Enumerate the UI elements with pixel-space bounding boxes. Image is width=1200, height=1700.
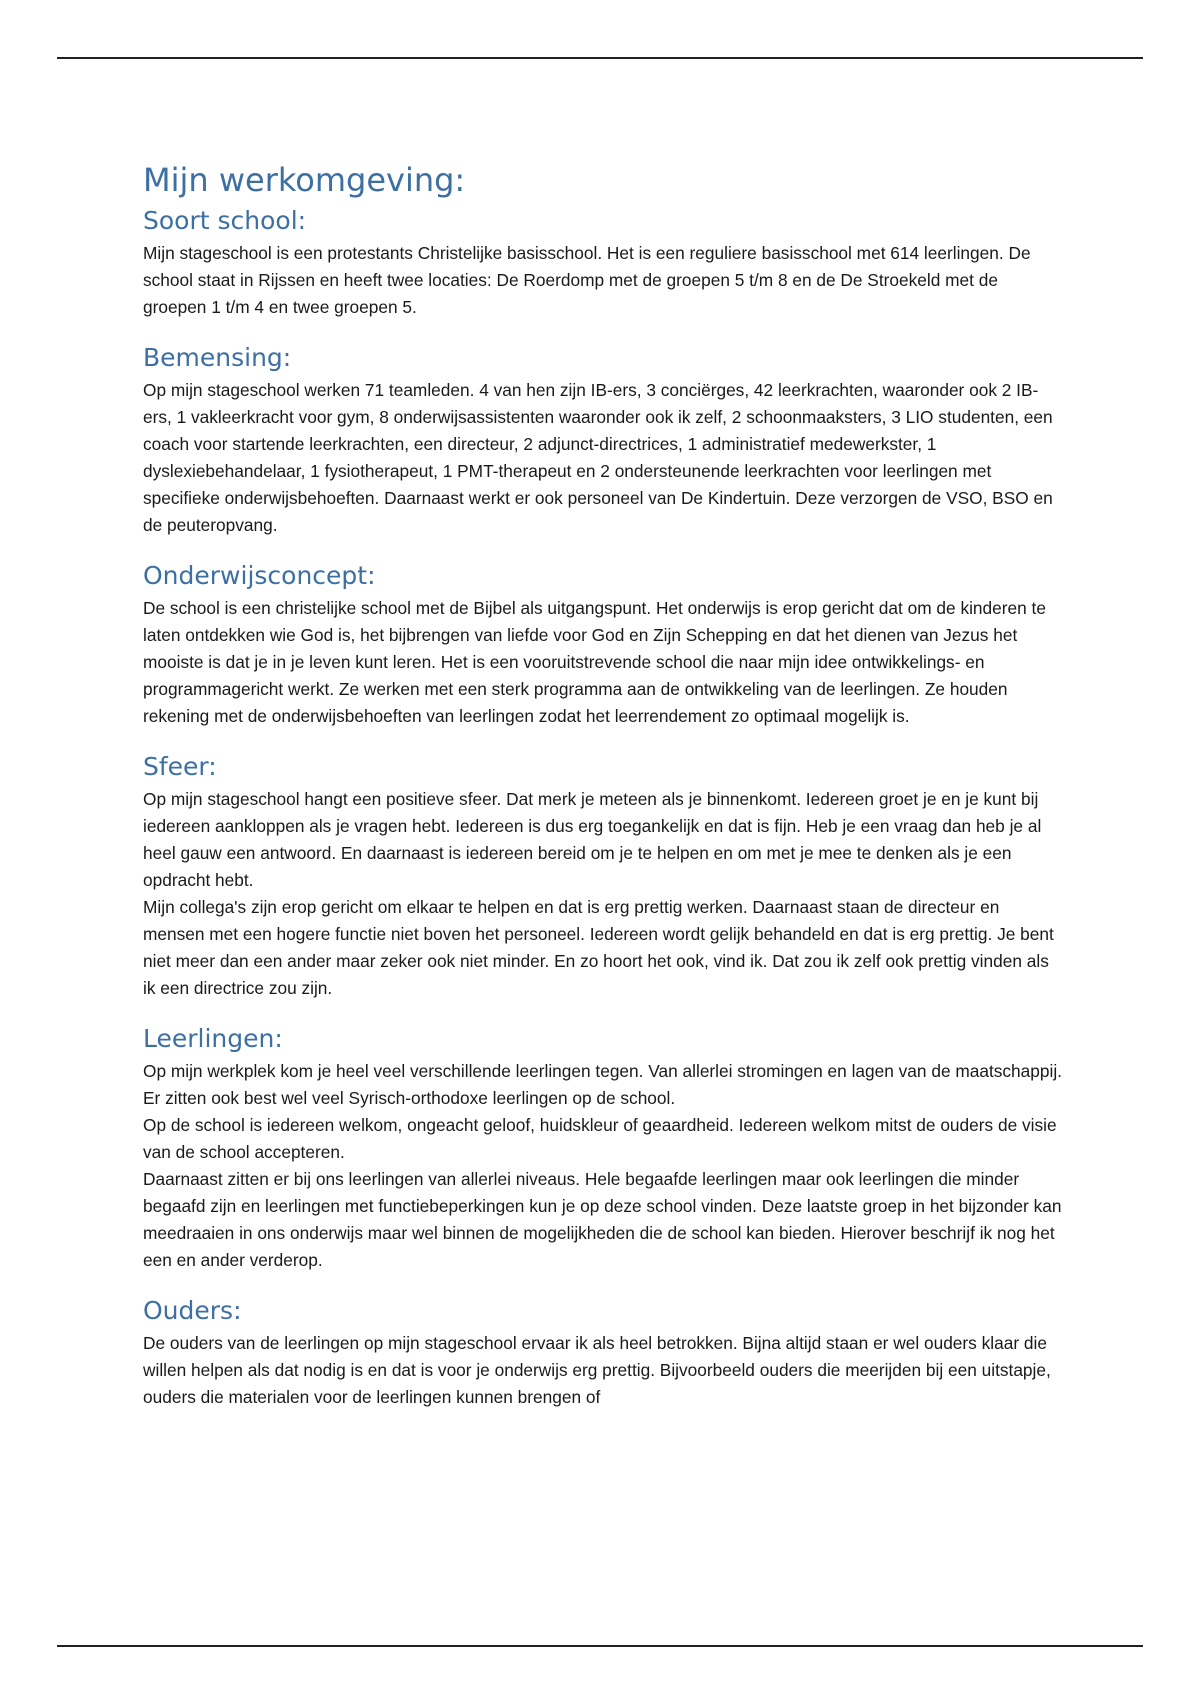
section-bemensing — [143, 343, 1063, 539]
section-paragraph: Op mijn stageschool hangt een positieve sfeer. Dat merk je meteen als je binnenkomt. Iedereen groet je en je kunt bij iedereen aankloppen als je vragen hebt. Iedereen is dus erg toegankelijk en dat is fijn. Heb je een vraag dan heb je al heel gauw een antwoord. En daarnaast is iedereen bereid om je te helpen en om met je mee te denken als je een opdracht hebt. — [143, 789, 1042, 890]
section-paragraph: De ouders van de leerlingen op mijn stageschool ervaar ik als heel betrokken. Bijna altijd staan er wel ouders klaar die willen helpen als dat nodig is en dat is voor je onderwijs erg prettig. Bijvoorbeeld ouders die meerijden bij een uitstapje, ouders die materialen voor de leerlingen kunnen brengen of — [143, 1333, 1051, 1407]
document-body — [143, 160, 1063, 1433]
section-paragraph: Op mijn werkplek kom je heel veel verschillende leerlingen tegen. Van allerlei stromingen en lagen van de maatschappij. Er zitten ook best wel veel Syrisch-orthodoxe leerlingen op de school. — [143, 1061, 1062, 1108]
section-soort-school — [143, 206, 1063, 321]
header-rule — [57, 57, 1143, 59]
section-paragraph: Daarnaast zitten er bij ons leerlingen van allerlei niveaus. Hele begaafde leerlingen maar ook leerlingen die minder begaafd zijn en leerlingen met functiebeperkingen kun je op deze school vinden. Deze laatste groep in het bijzonder kan meedraaien in ons onderwijs maar wel binnen de mogelijkheden die de school kan bieden. Hierover beschrijf ik nog het een en ander verderop. — [143, 1169, 1062, 1270]
section-paragraph: Mijn stageschool is een protestants Christelijke basisschool. Het is een reguliere basisschool met 614 leerlingen. De school staat in Rijssen en heeft twee locaties: De Roerdomp met de groepen 5 t/m 8 en de De Stroekeld met de groepen 1 t/m 4 en twee groepen 5. — [143, 243, 1031, 317]
section-ouders — [143, 1296, 1063, 1411]
section-paragraph: Op de school is iedereen welkom, ongeacht geloof, huidskleur of geaardheid. Iedereen welkom mitst de ouders de visie van de school accepteren. — [143, 1115, 1057, 1162]
section-paragraph: De school is een christelijke school met de Bijbel als uitgangspunt. Het onderwijs is erop gericht dat om de kinderen te laten ontdekken wie God is, het bijbrengen van liefde voor God en Zijn Schepping en dat het dienen van Jezus het mooiste is dat je in je leven kunt leren. Het is een vooruitstrevende school die naar mijn idee ontwikkelings- en programmagericht werkt. Ze werken met een sterk programma aan de ontwikkeling van de leerlingen. Ze houden rekening met de onderwijsbehoeften van leerlingen zodat het leerrendement zo optimaal mogelijk is. — [143, 598, 1046, 726]
section-sfeer — [143, 752, 1063, 1002]
section-heading: Leerlingen: — [143, 1024, 283, 1053]
footer-rule — [57, 1645, 1143, 1647]
section-leerlingen — [143, 1024, 1063, 1274]
section-heading: Ouders: — [143, 1296, 242, 1325]
section-heading: Onderwijsconcept: — [143, 561, 376, 590]
section-paragraph: Mijn collega's zijn erop gericht om elkaar te helpen en dat is erg prettig werken. Daarnaast staan de directeur en mensen met een hogere functie niet boven het personeel. Iedereen wordt gelijk behandeld en dat is erg prettig. Je bent niet meer dan een ander maar zeker ook niet minder. En zo hoort het ook, vind ik. Dat zou ik zelf ook prettig vinden als ik een directrice zou zijn. — [143, 897, 1054, 998]
section-onderwijsconcept — [143, 561, 1063, 730]
section-heading: Soort school: — [143, 206, 307, 235]
section-paragraph: Op mijn stageschool werken 71 teamleden. 4 van hen zijn IB-ers, 3 conciërges, 42 leerkrachten, waaronder ook 2 IB-ers, 1 vakleerkracht voor gym, 8 onderwijsassistenten waaronder ook ik zelf, 2 schoonmaaksters, 3 LIO studenten, een coach voor startende leerkrachten, een directeur, 2 adjunct-directrices, 1 administratief medewerkster, 1 dyslexiebehandelaar, 1 fysiotherapeut, 1 PMT-therapeut en 2 ondersteunende leerkrachten voor leerlingen met specifieke onderwijsbehoeften. Daarnaast werkt er ook personeel van De Kindertuin. Deze verzorgen de VSO, BSO en de peuteropvang. — [143, 380, 1053, 535]
page-title: Mijn werkomgeving: — [143, 161, 466, 199]
section-heading: Bemensing: — [143, 343, 292, 372]
section-heading: Sfeer: — [143, 752, 217, 781]
